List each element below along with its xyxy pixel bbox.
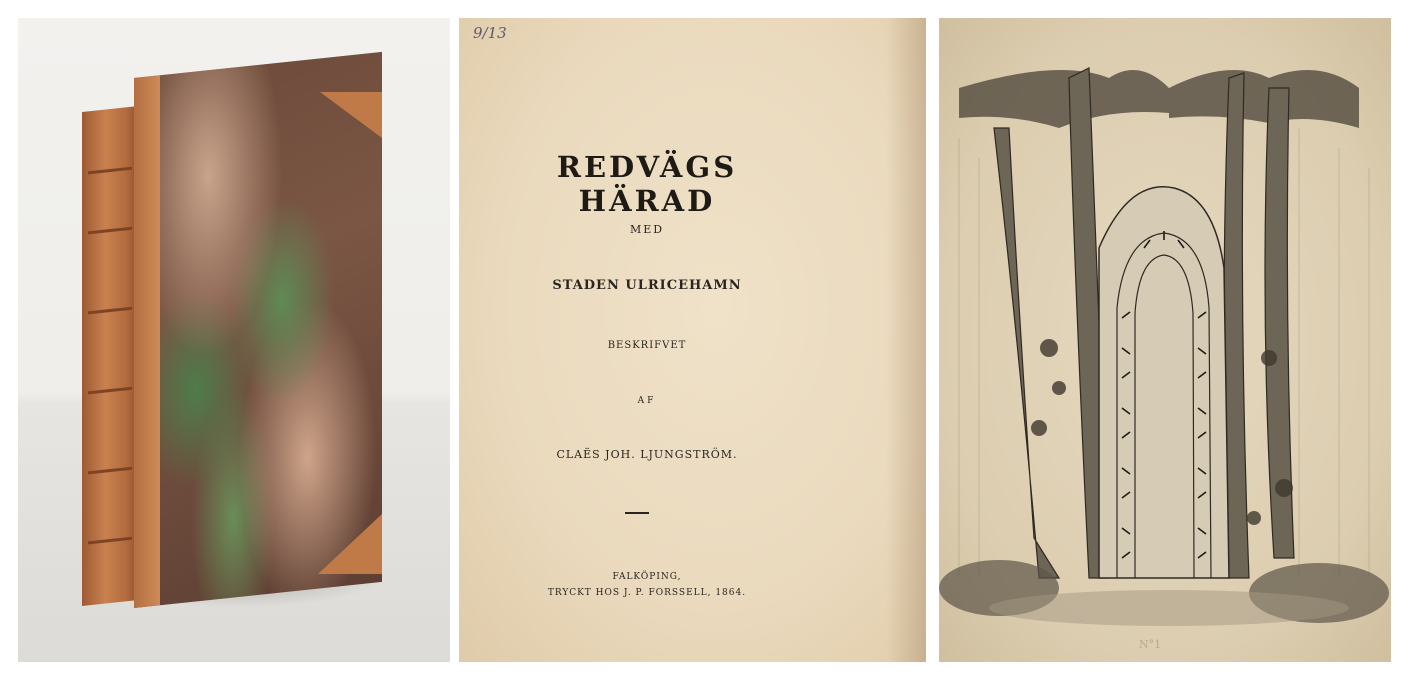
runestone-illustration-panel bbox=[939, 18, 1391, 662]
imprint-place: FALKÖPING, bbox=[612, 572, 682, 582]
title-page-panel bbox=[459, 18, 926, 662]
shelfmark: 9/13 bbox=[473, 24, 507, 42]
leather-strip bbox=[134, 75, 160, 608]
right-trees bbox=[1224, 73, 1294, 578]
book-spine bbox=[82, 106, 140, 606]
gutter-shadow bbox=[886, 18, 926, 662]
runestone-illustration bbox=[939, 18, 1391, 662]
title-med: MED bbox=[629, 223, 665, 236]
book-photo bbox=[82, 74, 382, 614]
marbled-cover bbox=[134, 52, 382, 608]
book-photo-panel bbox=[18, 18, 450, 662]
left-trees bbox=[994, 68, 1109, 578]
title-af: AF bbox=[637, 396, 657, 406]
imprint-printer: TRYCKT HOS J. P. FORSSELL, 1864. bbox=[547, 588, 747, 598]
plate-number: N°1 bbox=[1139, 638, 1162, 651]
title-beskrifvet: BESKRIFVET bbox=[607, 340, 687, 351]
title-rule bbox=[625, 512, 649, 514]
book-subtitle: STADEN ULRICEHAMN bbox=[552, 278, 742, 293]
book-title: REDVÄGS HÄRAD bbox=[556, 150, 738, 218]
author-name: CLAËS JOH. LJUNGSTRÖM. bbox=[556, 448, 738, 461]
tree-canopy bbox=[959, 70, 1359, 128]
